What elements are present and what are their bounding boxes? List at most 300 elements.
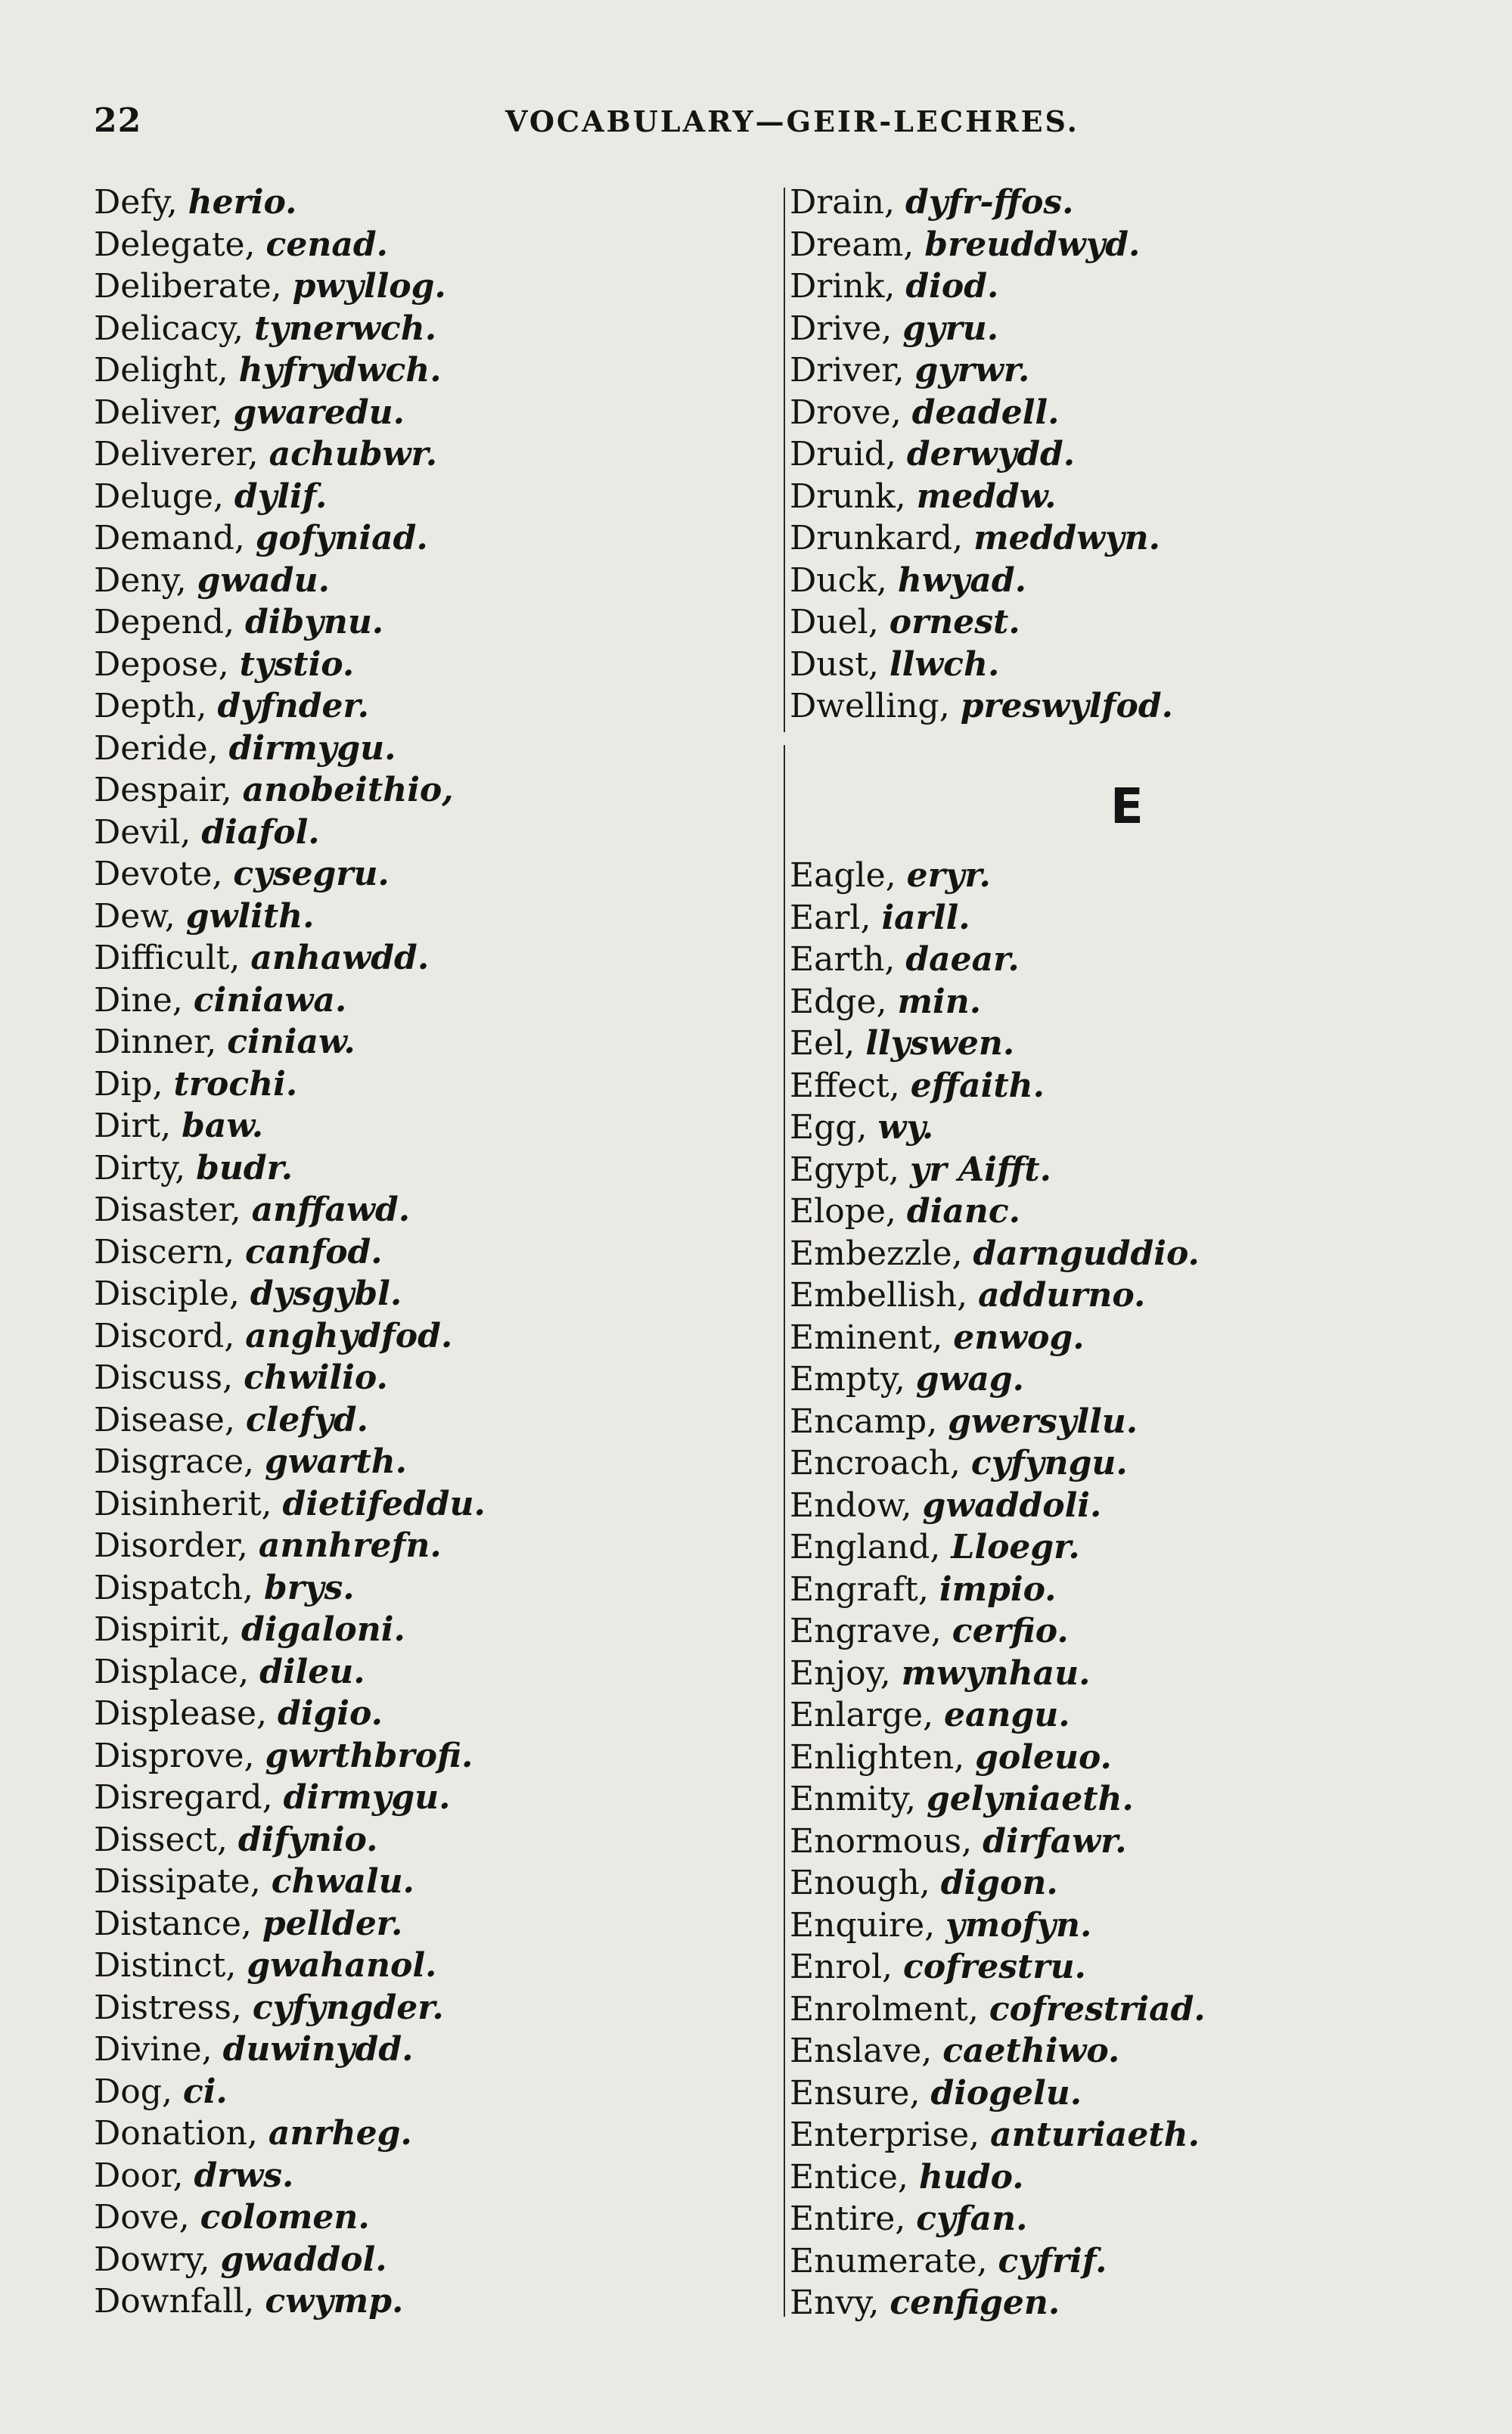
english-word: Depose,: [94, 644, 229, 684]
welsh-translation: tystio.: [239, 644, 355, 684]
vocab-entry: [790, 2114, 1470, 2156]
english-word: Egg,: [790, 1108, 868, 1147]
vocab-entry: [790, 1862, 1470, 1905]
english-word: Eminent,: [790, 1318, 943, 1357]
welsh-translation: gwlith.: [185, 896, 315, 936]
welsh-translation: anturiaeth.: [990, 2116, 1200, 2154]
welsh-translation: daear.: [905, 940, 1020, 979]
welsh-translation: anrheg.: [268, 2114, 412, 2153]
english-word: Duel,: [790, 603, 879, 641]
vocab-entry: [94, 1903, 759, 1945]
english-word: Delegate,: [94, 225, 256, 264]
welsh-translation: derwydd.: [906, 435, 1076, 473]
english-word: Ensure,: [790, 2073, 921, 2113]
english-word: Defy,: [94, 183, 178, 222]
vocab-entry: [94, 896, 759, 938]
welsh-translation: wy.: [877, 1108, 934, 1147]
english-word: Earl,: [790, 898, 871, 937]
english-word: Engrave,: [790, 1612, 942, 1650]
vocab-entry: [790, 2030, 1470, 2072]
welsh-translation: cenad.: [265, 225, 388, 264]
vocab-entry: [790, 1778, 1470, 1821]
right-column-d-entries: [790, 182, 1470, 728]
welsh-translation: difynio.: [238, 1820, 378, 1859]
english-word: Empty,: [790, 1360, 905, 1399]
english-word: Distress,: [94, 1988, 242, 2027]
english-word: Delight,: [94, 351, 228, 390]
vocab-entry: [94, 1105, 759, 1147]
welsh-translation: canfod.: [244, 1232, 383, 1271]
welsh-translation: ci.: [182, 2072, 228, 2111]
welsh-translation: deadell.: [911, 393, 1060, 432]
vocab-entry: [94, 1861, 759, 1903]
vocab-entry: [790, 1946, 1470, 1988]
english-word: Dog,: [94, 2072, 172, 2111]
welsh-translation: anobeithio,: [242, 771, 454, 809]
welsh-translation: hudo.: [918, 2157, 1024, 2196]
welsh-translation: gwahanol.: [247, 1946, 437, 1985]
vocab-entry: [94, 685, 759, 728]
welsh-translation: diod.: [905, 267, 999, 306]
welsh-translation: caethiwo.: [942, 2032, 1120, 2070]
english-word: Devote,: [94, 855, 223, 893]
english-word: Enslave,: [790, 2032, 933, 2070]
vocab-entry: [790, 855, 1470, 897]
english-word: Dwelling,: [790, 687, 950, 725]
english-word: Dissect,: [94, 1820, 228, 1859]
english-word: Devil,: [94, 812, 191, 852]
welsh-translation: yr Aifft.: [909, 1150, 1051, 1189]
running-title: VOCABULARY—GEIR-LECHRES.: [505, 104, 1079, 138]
english-word: Dove,: [94, 2198, 190, 2237]
english-word: Enlarge,: [790, 1696, 933, 1734]
welsh-translation: achubwr.: [269, 435, 438, 473]
vocab-entry: [94, 1147, 759, 1190]
vocab-entry: [94, 1441, 759, 1483]
welsh-translation: cyfyngder.: [252, 1988, 444, 2027]
welsh-translation: trochi.: [173, 1064, 298, 1104]
vocab-entry: [790, 2156, 1470, 2199]
english-word: Disciple,: [94, 1274, 240, 1313]
vocab-entry: [790, 476, 1470, 518]
vocab-entry: [790, 1107, 1470, 1149]
welsh-translation: gwaddoli.: [922, 1486, 1102, 1525]
vocab-entry: [94, 2280, 759, 2323]
vocab-entry: [790, 1065, 1470, 1107]
english-word: Drunkard,: [790, 519, 964, 557]
welsh-translation: dibynu.: [245, 603, 384, 641]
vocab-entry: [790, 1905, 1470, 1947]
vocab-entry: [790, 1233, 1470, 1275]
vocab-entry: [94, 1693, 759, 1735]
welsh-translation: dietifeddu.: [282, 1484, 486, 1523]
english-word: Deride,: [94, 728, 219, 768]
welsh-translation: cofrestriad.: [989, 1989, 1206, 2029]
vocab-entry: [94, 517, 759, 560]
vocab-entry: [790, 1401, 1470, 1443]
english-word: Deliverer,: [94, 435, 259, 473]
welsh-translation: impio.: [939, 1569, 1057, 1609]
vocab-entry: [94, 812, 759, 854]
welsh-translation: brys.: [263, 1568, 355, 1607]
welsh-translation: hwyad.: [897, 560, 1026, 600]
section-letter-e: E: [1110, 779, 1144, 835]
vocab-entry: [94, 1021, 759, 1063]
english-word: Distance,: [94, 1904, 252, 1943]
welsh-translation: llyswen.: [865, 1024, 1015, 1063]
vocab-entry: [94, 728, 759, 770]
welsh-translation: cyfan.: [916, 2200, 1028, 2238]
english-word: Drove,: [790, 393, 902, 432]
english-word: Deny,: [94, 560, 187, 600]
english-word: Drunk,: [790, 477, 906, 516]
vocab-entry: [790, 1317, 1470, 1359]
welsh-translation: baw.: [182, 1107, 264, 1145]
welsh-translation: chwilio.: [244, 1358, 388, 1397]
english-word: Divine,: [94, 2030, 213, 2069]
welsh-translation: enwog.: [953, 1318, 1085, 1357]
english-word: Druid,: [790, 435, 896, 473]
english-word: Door,: [94, 2156, 184, 2195]
vocab-entry: [94, 308, 759, 350]
vocab-entry: [94, 1399, 759, 1442]
vocab-entry: [790, 2240, 1470, 2283]
vocab-entry: [94, 392, 759, 434]
welsh-translation: gwaredu.: [233, 393, 405, 432]
welsh-translation: min.: [897, 982, 982, 1021]
english-word: Disregard,: [94, 1778, 273, 1817]
english-word: Earth,: [790, 940, 896, 979]
welsh-translation: addurno.: [978, 1276, 1146, 1315]
vocab-entry: [790, 939, 1470, 981]
welsh-translation: gyru.: [902, 309, 999, 348]
welsh-translation: meddw.: [916, 477, 1057, 516]
english-word: Enrolment,: [790, 1989, 979, 2029]
english-word: Donation,: [94, 2114, 258, 2153]
welsh-translation: dirfawr.: [983, 1821, 1127, 1861]
left-column: [94, 182, 759, 2323]
welsh-translation: clefyd.: [245, 1400, 368, 1439]
vocab-entry: [790, 1569, 1470, 1611]
english-word: England,: [790, 1528, 941, 1566]
english-word: Drink,: [790, 267, 896, 306]
vocab-entry: [94, 2113, 759, 2155]
welsh-translation: anffawd.: [251, 1191, 411, 1229]
english-word: Drive,: [790, 309, 893, 348]
english-word: Embezzle,: [790, 1234, 963, 1273]
english-word: Duck,: [790, 560, 887, 600]
english-word: Despair,: [94, 771, 232, 809]
english-word: Enterprise,: [790, 2116, 980, 2154]
welsh-translation: pellder.: [262, 1904, 403, 1943]
english-word: Dispatch,: [94, 1568, 253, 1607]
vocab-entry: [94, 937, 759, 979]
vocab-entry: [790, 1526, 1470, 1569]
vocab-entry: [94, 2239, 759, 2281]
welsh-translation: chwalu.: [271, 1862, 414, 1901]
vocab-entry: [94, 349, 759, 392]
vocab-entry: [790, 1694, 1470, 1737]
english-word: Discuss,: [94, 1358, 234, 1397]
vocab-entry: [94, 769, 759, 812]
english-word: Deliver,: [94, 393, 223, 432]
vocab-entry: [790, 1610, 1470, 1653]
welsh-translation: digon.: [940, 1864, 1058, 1902]
welsh-translation: pwyllog.: [292, 267, 446, 306]
english-word: Dine,: [94, 980, 183, 1020]
vocab-entry: [94, 979, 759, 1022]
welsh-translation: hyfrydwch.: [238, 351, 442, 390]
vocab-entry: [790, 392, 1470, 434]
welsh-translation: ciniaw.: [227, 1023, 355, 1061]
welsh-translation: dylif.: [234, 477, 328, 516]
english-word: Eagle,: [790, 856, 896, 895]
welsh-translation: digaloni.: [241, 1610, 405, 1649]
welsh-translation: gyrwr.: [914, 351, 1030, 390]
welsh-translation: iarll.: [881, 898, 970, 937]
english-word: Engraft,: [790, 1569, 929, 1609]
welsh-translation: cysegru.: [233, 855, 390, 893]
vocab-entry: [790, 1023, 1470, 1065]
english-word: Enquire,: [790, 1905, 936, 1945]
english-word: Entire,: [790, 2200, 906, 2238]
vocab-entry: [790, 1274, 1470, 1317]
english-word: Dip,: [94, 1064, 163, 1104]
welsh-translation: dileu.: [259, 1652, 365, 1691]
welsh-translation: goleuo.: [975, 1737, 1112, 1777]
vocab-entry: [94, 1567, 759, 1610]
welsh-translation: cwymp.: [265, 2282, 404, 2321]
vocab-entry: [790, 2198, 1470, 2240]
welsh-translation: gwadu.: [197, 560, 330, 600]
welsh-translation: gwersyllu.: [948, 1402, 1138, 1441]
welsh-translation: cenfigen.: [890, 2283, 1060, 2322]
english-word: Displease,: [94, 1694, 268, 1733]
vocab-entry: [94, 853, 759, 896]
welsh-translation: darnguddio.: [973, 1234, 1200, 1273]
vocab-entry: [94, 224, 759, 266]
vocab-entry: [94, 1651, 759, 1694]
vocab-entry: [94, 2196, 759, 2239]
welsh-translation: dianc.: [906, 1192, 1020, 1231]
vocab-entry: [790, 2282, 1470, 2324]
welsh-translation: effaith.: [910, 1066, 1045, 1105]
welsh-translation: digio.: [278, 1694, 383, 1733]
welsh-translation: annhrefn.: [258, 1526, 442, 1565]
vocab-entry: [94, 1987, 759, 2029]
english-word: Delicacy,: [94, 309, 244, 348]
vocab-entry: [94, 2029, 759, 2071]
english-word: Driver,: [790, 351, 905, 390]
vocab-entry: [94, 601, 759, 644]
vocab-entry: [790, 560, 1470, 602]
vocab-entry: [790, 685, 1470, 728]
english-word: Disinherit,: [94, 1484, 272, 1523]
english-word: Enmity,: [790, 1780, 916, 1818]
english-word: Envy,: [790, 2283, 880, 2322]
welsh-translation: herio.: [188, 183, 297, 222]
column-divider: [784, 188, 785, 732]
vocab-entry: [790, 897, 1470, 939]
page-number: 22: [94, 101, 142, 140]
vocab-entry: [94, 1609, 759, 1651]
english-word: Downfall,: [94, 2282, 255, 2321]
vocab-entry: [94, 182, 759, 224]
english-word: Enormous,: [790, 1821, 973, 1861]
english-word: Discern,: [94, 1232, 234, 1271]
welsh-translation: cyfyngu.: [970, 1444, 1128, 1482]
welsh-translation: gwrthbrofi.: [265, 1736, 473, 1775]
english-word: Enrol,: [790, 1948, 893, 1986]
vocab-entry: [94, 644, 759, 686]
column-divider: [784, 745, 785, 2317]
vocab-entry: [790, 433, 1470, 476]
english-word: Dirty,: [94, 1148, 186, 1188]
vocab-entry: [790, 349, 1470, 392]
english-word: Encamp,: [790, 1402, 938, 1441]
vocab-entry: [94, 560, 759, 602]
vocab-entry: [94, 1483, 759, 1526]
vocab-entry: [790, 308, 1470, 350]
welsh-translation: gwaddol.: [220, 2240, 387, 2279]
welsh-translation: diogelu.: [930, 2073, 1082, 2113]
welsh-translation: gwag.: [915, 1360, 1024, 1399]
welsh-translation: cofrestru.: [903, 1948, 1086, 1986]
welsh-translation: colomen.: [200, 2198, 370, 2237]
vocab-entry: [94, 1819, 759, 1861]
vocab-entry: [94, 1735, 759, 1777]
english-word: Dinner,: [94, 1023, 217, 1061]
english-word: Effect,: [790, 1066, 900, 1105]
english-word: Egypt,: [790, 1150, 899, 1189]
english-word: Displace,: [94, 1652, 250, 1691]
english-word: Dust,: [790, 644, 879, 684]
vocab-entry: [94, 1189, 759, 1231]
welsh-translation: cyfrif.: [998, 2241, 1107, 2280]
vocab-entry: [790, 981, 1470, 1023]
vocab-entry: [94, 1273, 759, 1315]
welsh-translation: drws.: [194, 2156, 294, 2195]
english-word: Dirt,: [94, 1107, 172, 1145]
english-word: Difficult,: [94, 939, 241, 977]
vocab-entry: [94, 1315, 759, 1358]
english-word: Drain,: [790, 183, 895, 222]
vocab-entry: [790, 644, 1470, 686]
vocab-entry: [94, 1357, 759, 1399]
vocab-entry: [790, 224, 1470, 266]
english-word: Disorder,: [94, 1526, 248, 1565]
welsh-translation: gofyniad.: [255, 519, 428, 557]
vocab-entry: [94, 1231, 759, 1274]
welsh-translation: breuddwyd.: [924, 225, 1141, 264]
welsh-translation: ornest.: [889, 603, 1020, 641]
vocab-entry: [790, 1821, 1470, 1863]
right-column-e-entries: [790, 855, 1470, 2324]
welsh-translation: gwarth.: [265, 1442, 407, 1481]
english-word: Disgrace,: [94, 1442, 255, 1481]
english-word: Depth,: [94, 687, 207, 725]
vocab-entry: [94, 2155, 759, 2197]
english-word: Enumerate,: [790, 2241, 988, 2280]
english-word: Entice,: [790, 2157, 908, 2196]
welsh-translation: dyfnder.: [217, 687, 369, 725]
english-word: Edge,: [790, 982, 887, 1021]
vocab-entry: [790, 1988, 1470, 2031]
vocab-entry: [790, 517, 1470, 560]
welsh-translation: anghydfod.: [245, 1316, 453, 1355]
english-word: Enlighten,: [790, 1737, 965, 1777]
page-header: [0, 101, 1512, 147]
vocab-entry: [790, 601, 1470, 644]
welsh-translation: dirmygu.: [283, 1778, 451, 1817]
english-word: Dissipate,: [94, 1862, 261, 1901]
english-word: Disease,: [94, 1400, 235, 1439]
vocab-entry: [790, 1358, 1470, 1401]
welsh-translation: Lloegr.: [951, 1528, 1080, 1566]
welsh-translation: gelyniaeth.: [926, 1780, 1134, 1818]
welsh-translation: dirmygu.: [228, 728, 396, 768]
english-word: Discord,: [94, 1316, 235, 1355]
english-word: Disprove,: [94, 1736, 255, 1775]
welsh-translation: preswylfod.: [960, 687, 1173, 725]
vocab-entry: [790, 1442, 1470, 1485]
welsh-translation: duwinydd.: [222, 2030, 414, 2069]
english-word: Embellish,: [790, 1276, 968, 1315]
english-word: Encroach,: [790, 1444, 961, 1482]
welsh-translation: dyfr-ffos.: [905, 183, 1074, 222]
welsh-translation: anhawdd.: [250, 939, 430, 977]
vocab-entry: [94, 1777, 759, 1819]
welsh-translation: mwynhau.: [901, 1653, 1091, 1693]
english-word: Deliberate,: [94, 267, 282, 306]
welsh-translation: eangu.: [944, 1696, 1070, 1734]
vocab-entry: [790, 1191, 1470, 1233]
english-word: Eel,: [790, 1024, 855, 1063]
welsh-translation: budr.: [196, 1148, 293, 1188]
welsh-translation: ciniawa.: [193, 980, 347, 1020]
english-word: Elope,: [790, 1192, 896, 1231]
welsh-translation: eryr.: [906, 856, 991, 895]
vocab-entry: [790, 1485, 1470, 1527]
vocab-entry: [94, 2071, 759, 2113]
vocab-entry: [790, 182, 1470, 224]
welsh-translation: meddwyn.: [973, 519, 1160, 557]
vocab-entry: [790, 2072, 1470, 2115]
welsh-translation: cerfio.: [952, 1612, 1069, 1650]
vocab-entry: [94, 265, 759, 308]
welsh-translation: ymofyn.: [945, 1905, 1092, 1945]
vocab-entry: [790, 265, 1470, 308]
welsh-translation: tynerwch.: [253, 309, 437, 348]
welsh-translation: llwch.: [889, 644, 1000, 684]
english-word: Dew,: [94, 896, 175, 936]
english-word: Enough,: [790, 1864, 930, 1902]
vocab-entry: [94, 1525, 759, 1567]
english-word: Dispirit,: [94, 1610, 231, 1649]
english-word: Distinct,: [94, 1946, 237, 1985]
vocab-entry: [94, 1945, 759, 1987]
english-word: Endow,: [790, 1486, 912, 1525]
vocab-entry: [790, 1149, 1470, 1191]
welsh-translation: diafol.: [201, 812, 320, 852]
english-word: Demand,: [94, 519, 245, 557]
english-word: Dream,: [790, 225, 914, 264]
vocab-entry: [790, 1653, 1470, 1695]
english-word: Dowry,: [94, 2240, 210, 2279]
english-word: Deluge,: [94, 477, 224, 516]
vocab-entry: [790, 1737, 1470, 1779]
english-word: Disaster,: [94, 1191, 241, 1229]
